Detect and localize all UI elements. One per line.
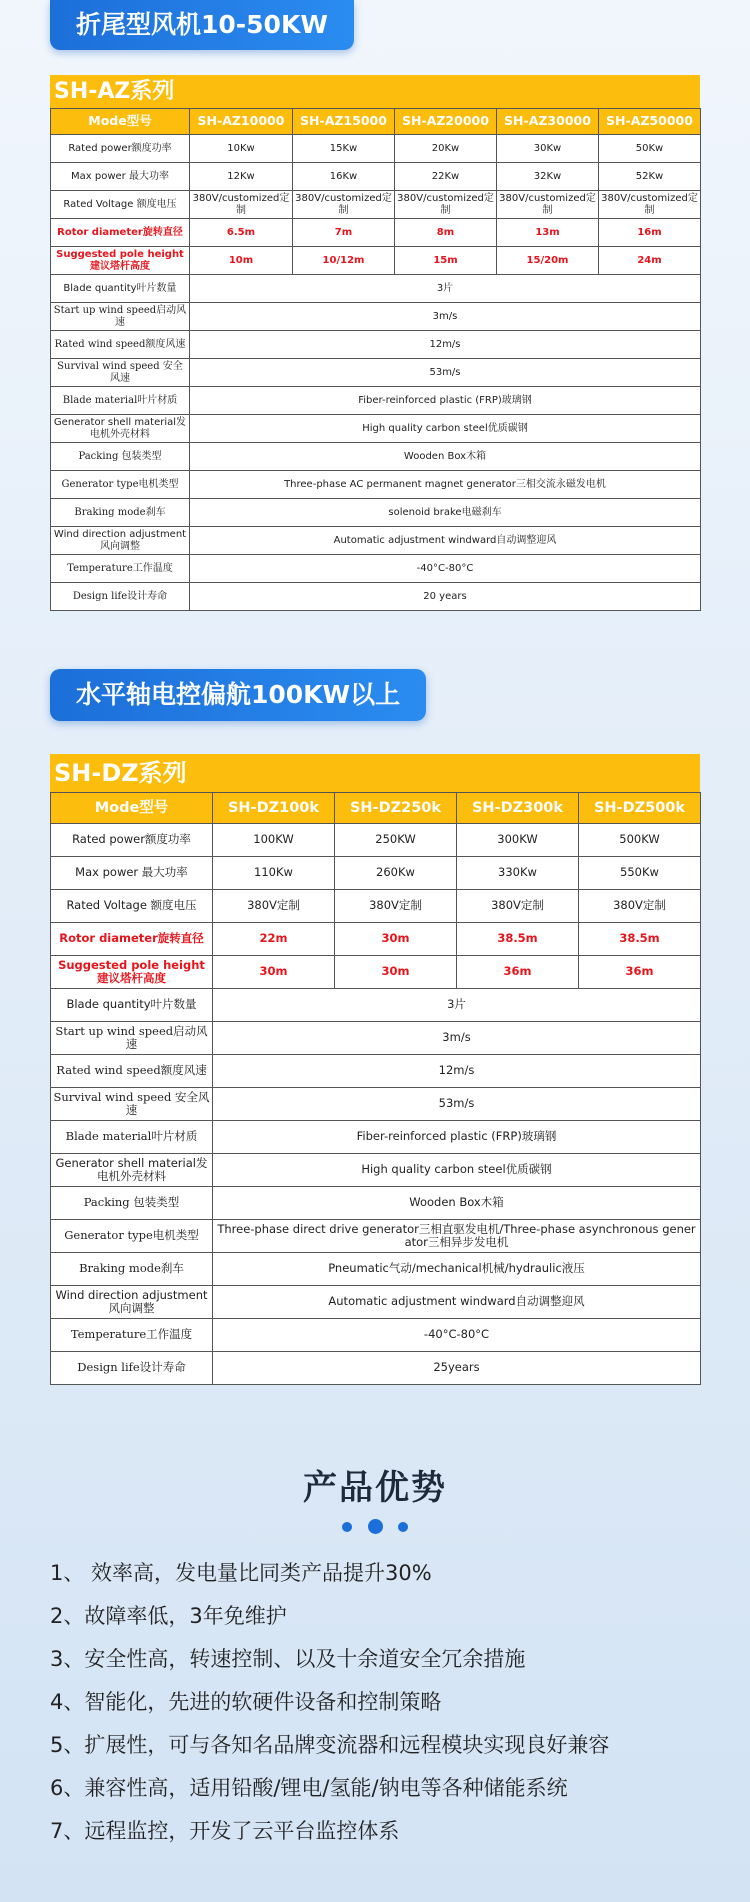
value-cell: 38.5m — [457, 923, 579, 956]
value-cell: 16m — [599, 219, 701, 247]
header-cell-model-name: SH-DZ500k — [579, 793, 701, 824]
row-label: Max power 最大功率 — [51, 857, 213, 890]
series-title-dz: SH-DZ系列 — [50, 754, 700, 792]
value-cell-merged: 20 years — [190, 583, 701, 611]
value-cell: 380V/customized定制 — [190, 191, 293, 219]
value-cell-merged: Three-phase AC permanent magnet generator三相交流永磁发电机 — [190, 471, 701, 499]
value-cell: 10m — [190, 247, 293, 275]
row-label: Generator shell material发电机外壳材料 — [51, 415, 190, 443]
advantage-item: 3、安全性高，转速控制、以及十余道安全冗余措施 — [50, 1647, 526, 1671]
value-cell: 52Kw — [599, 163, 701, 191]
value-cell-merged: Wooden Box木箱 — [213, 1187, 701, 1220]
row-label: Rated wind speed额度风速 — [51, 1055, 213, 1088]
header-cell-model-name: SH-AZ50000 — [599, 109, 701, 135]
table-row — [51, 1187, 701, 1220]
row-label: Wind direction adjustment风向调整 — [51, 1286, 213, 1319]
row-label: Max power 最大功率 — [51, 163, 190, 191]
header-cell-model-name: SH-DZ100k — [213, 793, 335, 824]
value-cell-merged: Three-phase direct drive generator三相直驱发电机/Three-phase asynchronous generator三相异步发电机 — [213, 1220, 701, 1253]
table-row — [51, 499, 701, 527]
value-cell: 380V/customized定制 — [497, 191, 599, 219]
value-cell: 32Kw — [497, 163, 599, 191]
row-label: Rotor diameter旋转直径 — [51, 219, 190, 247]
value-cell: 260Kw — [335, 857, 457, 890]
table-row — [51, 956, 701, 989]
table-row — [51, 359, 701, 387]
value-cell: 10/12m — [293, 247, 395, 275]
value-cell-merged: High quality carbon steel优质碳钢 — [213, 1154, 701, 1187]
value-cell: 380V定制 — [457, 890, 579, 923]
table-row — [51, 1022, 701, 1055]
value-cell-merged: -40°C-80°C — [190, 555, 701, 583]
row-label: Generator shell material发电机外壳材料 — [51, 1154, 213, 1187]
table-row — [51, 415, 701, 443]
header-cell-model: Mode型号 — [51, 109, 190, 135]
value-cell: 100KW — [213, 824, 335, 857]
value-cell: 30m — [335, 923, 457, 956]
row-label: Blade quantity叶片数量 — [51, 275, 190, 303]
row-label: Rated power额度功率 — [51, 824, 213, 857]
table-row — [51, 1220, 701, 1253]
value-cell: 380V定制 — [213, 890, 335, 923]
value-cell: 380V定制 — [335, 890, 457, 923]
value-cell-merged: 3m/s — [190, 303, 701, 331]
advantage-item: 6、兼容性高，适用铅酸/锂电/氢能/钠电等各种储能系统 — [50, 1776, 568, 1800]
value-cell: 7m — [293, 219, 395, 247]
value-cell: 110Kw — [213, 857, 335, 890]
row-label: Blade material叶片材质 — [51, 1121, 213, 1154]
row-label: Survival wind speed 安全风速 — [51, 359, 190, 387]
row-label: Rated Voltage 额度电压 — [51, 890, 213, 923]
table-row — [51, 247, 701, 275]
value-cell: 13m — [497, 219, 599, 247]
value-cell-merged: Fiber-reinforced plastic (FRP)玻璃钢 — [213, 1121, 701, 1154]
advantage-item: 4、智能化，先进的软硬件设备和控制策略 — [50, 1690, 442, 1714]
table-header-row — [51, 109, 701, 135]
value-cell-merged: High quality carbon steel优质碳钢 — [190, 415, 701, 443]
value-cell-merged: 3片 — [213, 989, 701, 1022]
header-cell-model-name: SH-DZ300k — [457, 793, 579, 824]
table-row — [51, 387, 701, 415]
section-title-dz: 水平轴电控偏航100KW以上 — [50, 669, 426, 721]
row-label: Rated power额度功率 — [51, 135, 190, 163]
value-cell: 250KW — [335, 824, 457, 857]
row-label: Start up wind speed启动风速 — [51, 1022, 213, 1055]
value-cell-merged: Wooden Box木箱 — [190, 443, 701, 471]
table-row — [51, 1352, 701, 1385]
row-label: Rated Voltage 额度电压 — [51, 191, 190, 219]
advantages-title: 产品优势 — [303, 1468, 447, 1508]
value-cell: 16Kw — [293, 163, 395, 191]
row-label: Survival wind speed 安全风速 — [51, 1088, 213, 1121]
value-cell-merged: 53m/s — [190, 359, 701, 387]
table-row — [51, 219, 701, 247]
value-cell: 15/20m — [497, 247, 599, 275]
table-row — [51, 555, 701, 583]
table-header-row — [51, 793, 701, 824]
value-cell: 550Kw — [579, 857, 701, 890]
row-label: Wind direction adjustment风向调整 — [51, 527, 190, 555]
value-cell: 330Kw — [457, 857, 579, 890]
row-label: Suggested pole height建议塔杆高度 — [51, 956, 213, 989]
table-row — [51, 1286, 701, 1319]
value-cell-merged: Pneumatic气动/mechanical机械/hydraulic液压 — [213, 1253, 701, 1286]
value-cell-merged: solenoid brake电磁刹车 — [190, 499, 701, 527]
value-cell-merged: 3片 — [190, 275, 701, 303]
series-title-az: SH-AZ系列 — [50, 75, 700, 108]
value-cell-merged: 12m/s — [190, 331, 701, 359]
row-label: Blade material叶片材质 — [51, 387, 190, 415]
value-cell: 38.5m — [579, 923, 701, 956]
value-cell-merged: Fiber-reinforced plastic (FRP)玻璃钢 — [190, 387, 701, 415]
table-row — [51, 1154, 701, 1187]
value-cell: 36m — [579, 956, 701, 989]
table-row — [51, 443, 701, 471]
value-cell: 15Kw — [293, 135, 395, 163]
table-row — [51, 135, 701, 163]
advantage-item: 1、 效率高，发电量比同类产品提升30% — [50, 1561, 432, 1585]
value-cell: 24m — [599, 247, 701, 275]
table-row — [51, 923, 701, 956]
value-cell: 500KW — [579, 824, 701, 857]
value-cell: 380V/customized定制 — [293, 191, 395, 219]
value-cell: 36m — [457, 956, 579, 989]
header-cell-model-name: SH-AZ15000 — [293, 109, 395, 135]
value-cell: 15m — [395, 247, 497, 275]
row-label: Generator type电机类型 — [51, 1220, 213, 1253]
row-label: Rotor diameter旋转直径 — [51, 923, 213, 956]
dot-icon — [398, 1522, 408, 1532]
row-label: Braking mode刹车 — [51, 499, 190, 527]
value-cell: 50Kw — [599, 135, 701, 163]
table-row — [51, 857, 701, 890]
table-row — [51, 890, 701, 923]
value-cell: 30Kw — [497, 135, 599, 163]
decorative-dots — [0, 1516, 750, 1535]
value-cell: 380V/customized定制 — [599, 191, 701, 219]
table-row — [51, 1253, 701, 1286]
table-row — [51, 471, 701, 499]
row-label: Temperature工作温度 — [51, 1319, 213, 1352]
table-row — [51, 583, 701, 611]
value-cell: 12Kw — [190, 163, 293, 191]
row-label: Blade quantity叶片数量 — [51, 989, 213, 1022]
row-label: Packing 包装类型 — [51, 1187, 213, 1220]
row-label: Suggested pole height建议塔杆高度 — [51, 247, 190, 275]
value-cell-merged: Automatic adjustment windward自动调整迎风 — [190, 527, 701, 555]
advantage-item: 7、远程监控，开发了云平台监控体系 — [50, 1819, 400, 1843]
header-cell-model-name: SH-AZ10000 — [190, 109, 293, 135]
row-label: Temperature工作温度 — [51, 555, 190, 583]
header-cell-model: Mode型号 — [51, 793, 213, 824]
table-row — [51, 989, 701, 1022]
table-row — [51, 1088, 701, 1121]
value-cell: 30m — [213, 956, 335, 989]
value-cell-merged: Automatic adjustment windward自动调整迎风 — [213, 1286, 701, 1319]
advantage-item: 2、故障率低，3年免维护 — [50, 1604, 287, 1628]
advantage-item: 5、扩展性，可与各知名品牌变流器和远程模块实现良好兼容 — [50, 1733, 610, 1757]
value-cell: 8m — [395, 219, 497, 247]
row-label: Generator type电机类型 — [51, 471, 190, 499]
table-row — [51, 824, 701, 857]
table-row — [51, 191, 701, 219]
table-row — [51, 303, 701, 331]
value-cell: 22m — [213, 923, 335, 956]
value-cell: 20Kw — [395, 135, 497, 163]
value-cell: 300KW — [457, 824, 579, 857]
header-cell-model-name: SH-DZ250k — [335, 793, 457, 824]
value-cell-merged: 12m/s — [213, 1055, 701, 1088]
table-row — [51, 331, 701, 359]
row-label: Packing 包装类型 — [51, 443, 190, 471]
row-label: Start up wind speed启动风速 — [51, 303, 190, 331]
row-label: Braking mode刹车 — [51, 1253, 213, 1286]
header-cell-model-name: SH-AZ30000 — [497, 109, 599, 135]
table-row — [51, 1319, 701, 1352]
section-title-az: 折尾型风机10-50KW — [50, 0, 354, 50]
value-cell: 30m — [335, 956, 457, 989]
table-row — [51, 1121, 701, 1154]
row-label: Design life设计寿命 — [51, 583, 190, 611]
spec-table-dz — [50, 792, 701, 1385]
value-cell-merged: -40°C-80°C — [213, 1319, 701, 1352]
dot-icon — [368, 1519, 383, 1534]
value-cell: 380V定制 — [579, 890, 701, 923]
value-cell: 6.5m — [190, 219, 293, 247]
table-row — [51, 163, 701, 191]
table-row — [51, 1055, 701, 1088]
table-row — [51, 527, 701, 555]
value-cell-merged: 3m/s — [213, 1022, 701, 1055]
table-row — [51, 275, 701, 303]
dot-icon — [342, 1522, 352, 1532]
value-cell: 10Kw — [190, 135, 293, 163]
value-cell: 380V/customized定制 — [395, 191, 497, 219]
header-cell-model-name: SH-AZ20000 — [395, 109, 497, 135]
row-label: Design life设计寿命 — [51, 1352, 213, 1385]
row-label: Rated wind speed额度风速 — [51, 331, 190, 359]
spec-table-az — [50, 108, 701, 611]
value-cell-merged: 53m/s — [213, 1088, 701, 1121]
value-cell: 22Kw — [395, 163, 497, 191]
value-cell-merged: 25years — [213, 1352, 701, 1385]
